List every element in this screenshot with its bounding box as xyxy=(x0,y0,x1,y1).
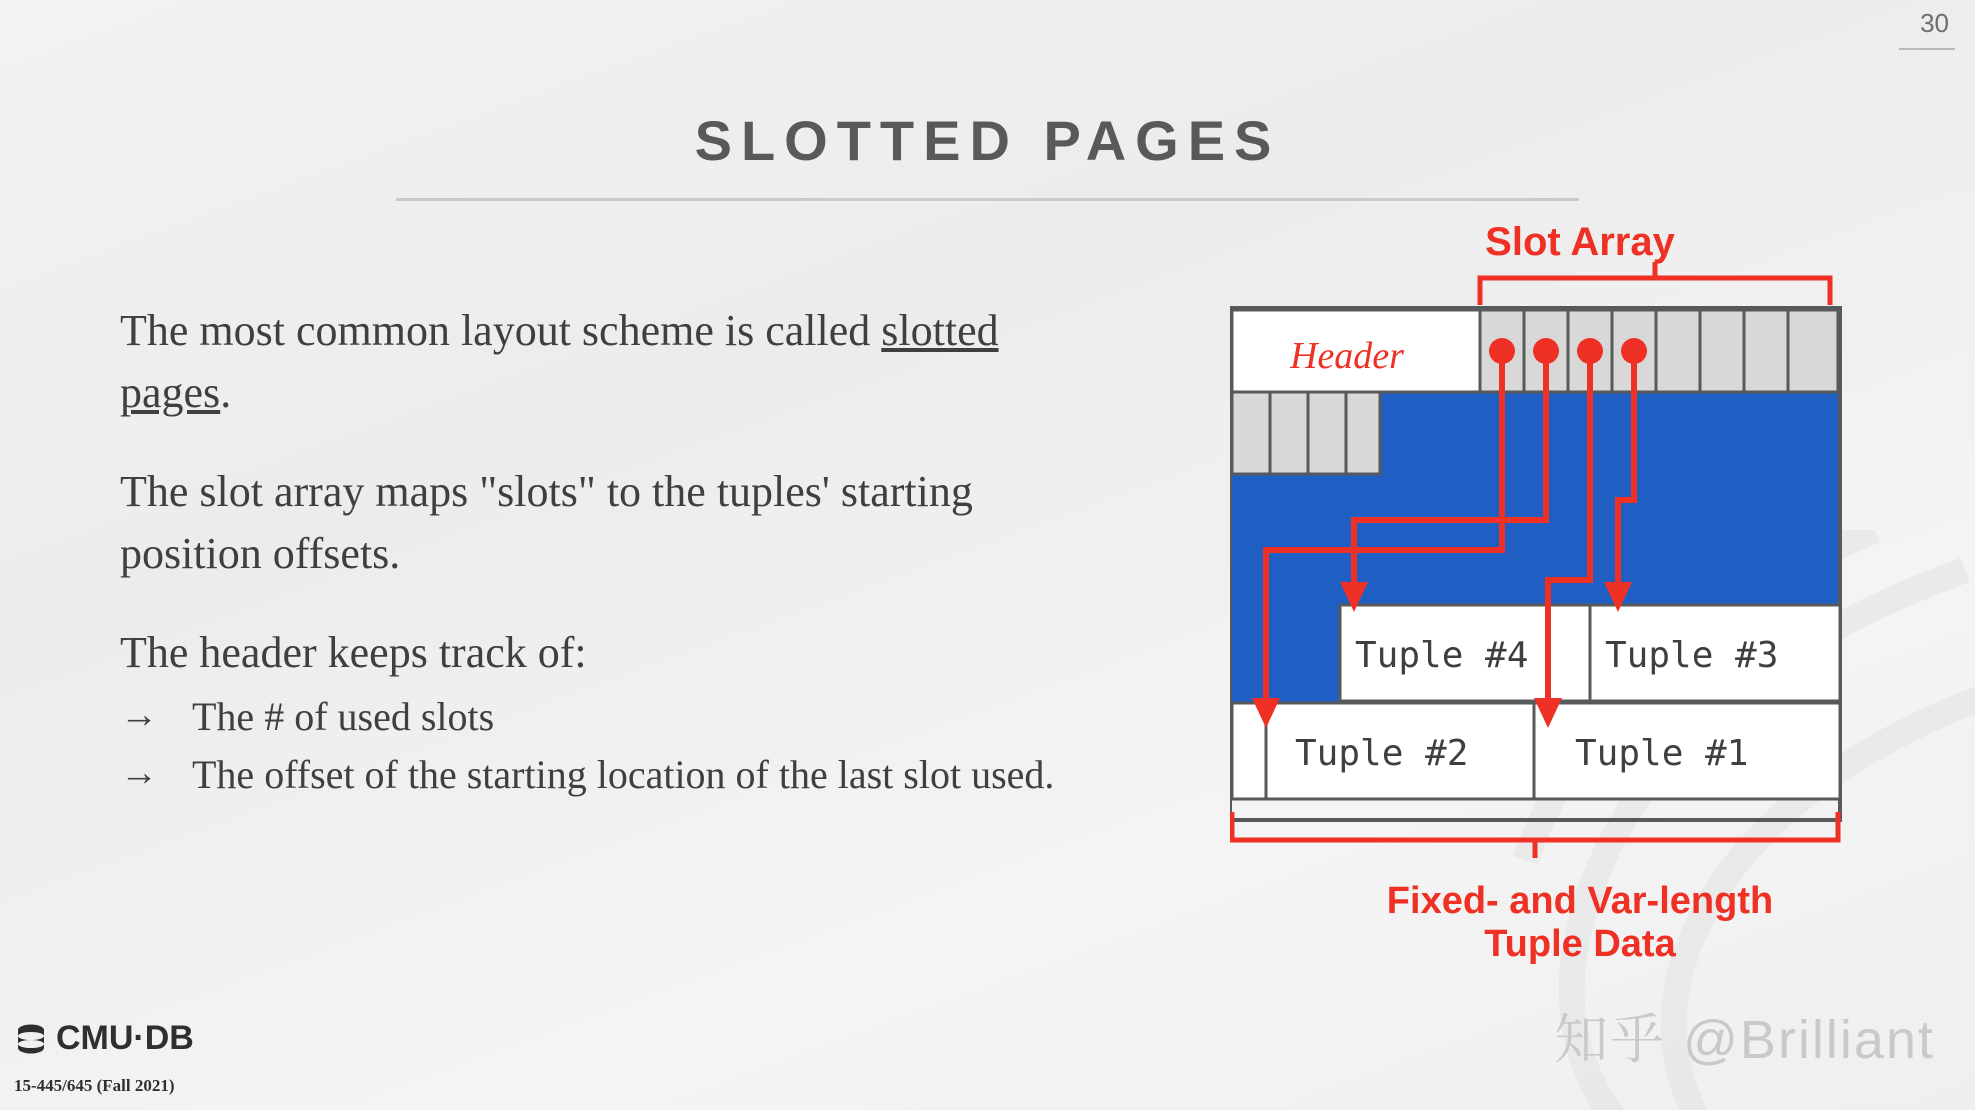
body-text xyxy=(120,300,1060,805)
tuple-data-label-line2: Tuple Data xyxy=(1484,922,1676,965)
arrow-icon: → xyxy=(120,751,158,794)
list-item xyxy=(120,748,1060,801)
list-item xyxy=(120,690,1060,743)
page-title: SLOTTED PAGES xyxy=(694,109,1281,172)
tuple-data-label-line1: Fixed- and Var-length xyxy=(1386,880,1774,922)
tuple-label-1: Tuple #1 xyxy=(1575,733,1749,774)
paragraph-1 xyxy=(120,300,1060,425)
list-item-label: The offset of the starting location of the last slot used. xyxy=(192,751,1055,797)
paragraph-1-underlined: slotted pages xyxy=(120,306,999,418)
paragraph-1-tail: . xyxy=(220,368,232,418)
tuple-gap-box xyxy=(1232,703,1266,799)
slotted-page-diagram xyxy=(1230,220,1930,1050)
slot-array-label: Slot Array xyxy=(1485,220,1675,264)
tuple-label-2: Tuple #2 xyxy=(1295,733,1469,774)
paragraph-1-lead: The most common layout scheme is called xyxy=(120,306,882,355)
page-number: 30 xyxy=(1920,8,1949,38)
database-icon xyxy=(14,1022,48,1056)
list-item-label: The # of used slots xyxy=(192,694,495,740)
zhihu-watermark: 知乎 @Brilliant xyxy=(1554,1010,1935,1070)
paragraph-3: The header keeps track of: xyxy=(120,627,587,677)
slot-array-brace xyxy=(1480,262,1830,305)
page-number-rule xyxy=(1899,48,1955,50)
course-label: 15-445/645 (Fall 2021) xyxy=(14,1076,175,1095)
cmu-db-logo xyxy=(14,1019,194,1058)
tuple-label-4: Tuple #4 xyxy=(1355,635,1529,676)
logo-label: CMU·DB xyxy=(56,1019,194,1057)
arrow-icon: → xyxy=(120,694,158,737)
header-label: Header xyxy=(1290,335,1404,377)
bullet-list xyxy=(120,690,1060,800)
slot-array-cells-row2 xyxy=(1232,392,1380,474)
tuple-data-label xyxy=(1230,880,1930,965)
title-divider xyxy=(396,198,1579,201)
tuple-label-3: Tuple #3 xyxy=(1605,635,1779,676)
paragraph-2: The slot array maps "slots" to the tuples' starting position offsets. xyxy=(120,466,973,579)
